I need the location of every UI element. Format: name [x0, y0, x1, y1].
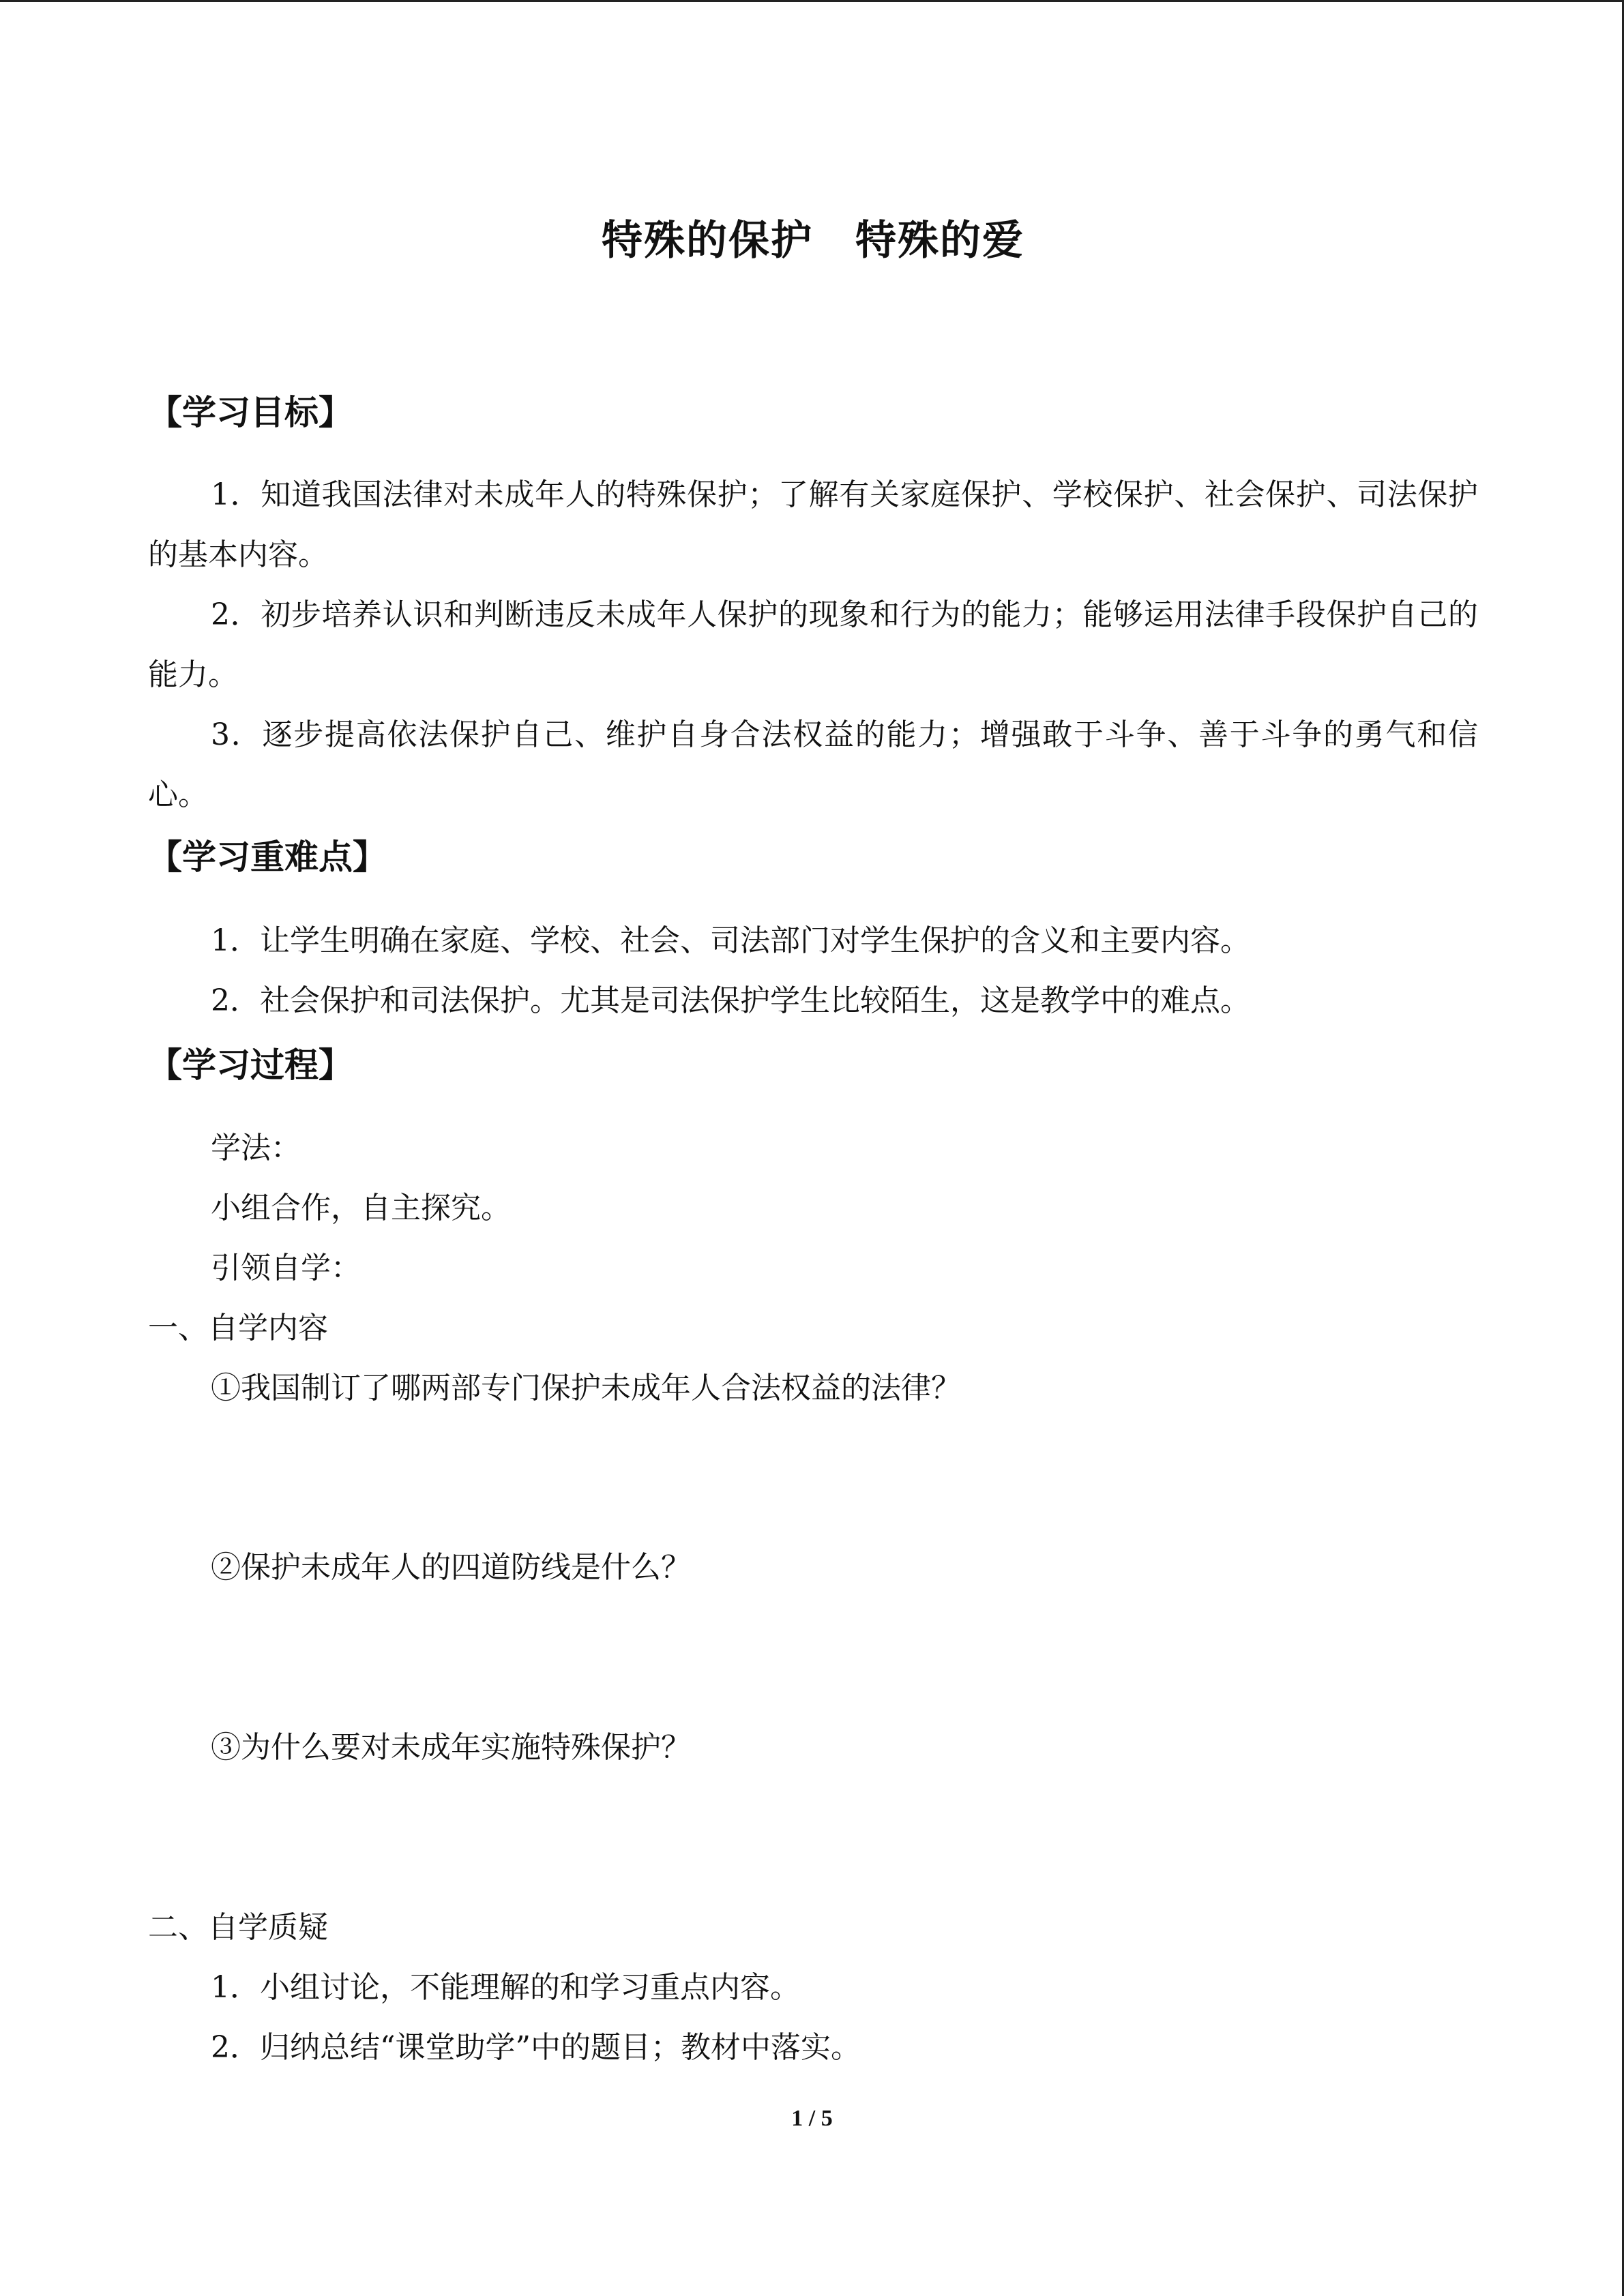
- page-number: 1 / 5: [791, 2106, 833, 2131]
- key-point-item-1: 1．让学生明确在家庭、学校、社会、司法部门对学生保护的含义和主要内容。: [211, 923, 1250, 958]
- section-heading-process: 【学习过程】: [148, 1045, 353, 1085]
- objective-item-3: 3．逐步提高依法保护自己、维护自身合法权益的能力；增强敢于斗争、善于斗争的勇气和信心。: [148, 717, 1478, 812]
- question-item-2: ②保护未成年人的四道防线是什么？: [211, 1550, 691, 1585]
- key-point-item-2: 2．社会保护和司法保护。尤其是司法保护学生比较陌生，这是教学中的难点。: [211, 983, 1250, 1018]
- page-title: 特殊的保护 特殊的爱: [602, 217, 1024, 265]
- question-item-3: ③为什么要对未成年实施特殊保护？: [211, 1730, 691, 1765]
- section-heading-objectives: 【学习目标】: [148, 393, 353, 432]
- question-item-1: ①我国制订了哪两部专门保护未成年人合法权益的法律？: [211, 1371, 961, 1405]
- method-text: 小组合作，自主探究。: [211, 1191, 511, 1225]
- guide-label: 引领自学：: [211, 1251, 361, 1285]
- discussion-item-2: 2．归纳总结“课堂助学”中的题目；教材中落实。: [211, 2030, 861, 2065]
- part-one-heading: 一、自学内容: [148, 1311, 328, 1345]
- part-two-heading: 二、自学质疑: [148, 1910, 328, 1945]
- objective-item-1: 1．知道我国法律对未成年人的特殊保护；了解有关家庭保护、学校保护、社会保护、司法保护的基本内容。: [148, 477, 1478, 572]
- method-label: 学法：: [211, 1131, 301, 1165]
- section-heading-key-points: 【学习重难点】: [148, 837, 387, 877]
- objective-item-2: 2．初步培养认识和判断违反未成年人保护的现象和行为的能力；能够运用法律手段保护自己的能力。: [148, 597, 1478, 692]
- discussion-item-1: 1．小组讨论，不能理解的和学习重点内容。: [211, 1970, 800, 2005]
